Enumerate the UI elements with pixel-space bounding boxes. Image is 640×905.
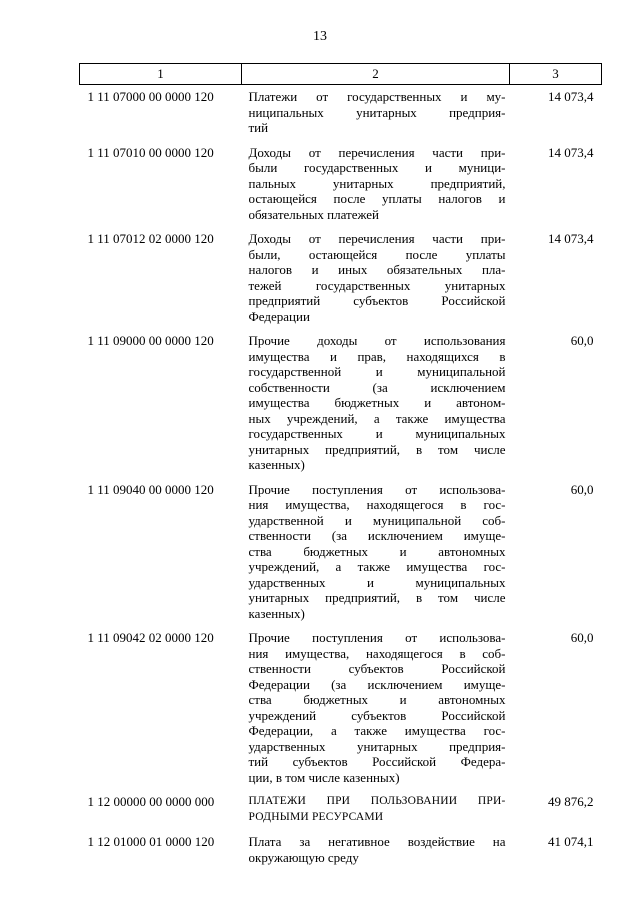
revenue-name-line: были, остающейся после уплаты xyxy=(248,246,506,262)
revenue-name-line: казенных) xyxy=(248,457,305,472)
revenue-name-line: Федерации xyxy=(248,308,310,324)
amount-cell: 14 073,4 xyxy=(548,89,594,104)
revenue-table xyxy=(79,63,602,874)
revenue-name-line: ции, в том числе казенных) xyxy=(248,769,400,785)
revenue-name-line: унитарных предприятий, в том числе xyxy=(248,441,506,457)
revenue-name-line: учреждений субъектов Российской xyxy=(248,707,506,723)
revenue-name-line: ПЛАТЕЖИ ПРИ ПОЛЬЗОВАНИИ ПРИ- xyxy=(248,795,506,807)
revenue-name-line: РОДНЫМИ РЕСУРСАМИ xyxy=(248,810,384,823)
revenue-name-line: остающейся после уплаты налогов и xyxy=(248,191,506,206)
revenue-name-line: ства бюджетных и автономных xyxy=(248,692,506,707)
revenue-name-line: унитарных предприятий, в том числе xyxy=(248,590,506,605)
revenue-name-line: собственности (за исключением xyxy=(248,379,506,395)
revenue-name-line: Прочие поступления от использова- xyxy=(248,481,506,497)
revenue-name-cell xyxy=(242,231,510,333)
page-number: 13 xyxy=(313,29,327,44)
column-header-amount: 3 xyxy=(510,64,602,85)
column-header-code: 1 xyxy=(80,64,242,85)
budget-code-cell: 1 12 01000 01 0000 120 xyxy=(87,834,215,849)
revenue-name-line: ственности субъектов Российской xyxy=(248,661,506,676)
revenue-name-line: окружающую среду xyxy=(248,849,359,865)
table-body xyxy=(80,85,602,875)
revenue-name-line: учреждений, а также имущества гос- xyxy=(248,559,506,574)
revenue-name-cell xyxy=(242,482,510,631)
table-row xyxy=(80,333,602,482)
revenue-name-line: имущества и прав, находящихся в xyxy=(248,348,506,364)
revenue-name-line: Федерации (за исключением имуще- xyxy=(248,676,506,692)
revenue-name-line: ния имущества, находящегося в гос- xyxy=(248,497,506,512)
amount-cell: 60,0 xyxy=(570,630,594,645)
budget-code-cell: 1 11 09042 02 0000 120 xyxy=(87,630,214,645)
revenue-name-line: ния имущества, находящегося в соб- xyxy=(248,645,506,661)
revenue-name-cell xyxy=(242,333,510,482)
table-row xyxy=(80,834,602,874)
budget-code-cell: 1 11 07010 00 0000 120 xyxy=(87,144,214,160)
revenue-name-cell xyxy=(242,630,510,794)
revenue-name-line: государственной и муниципальной xyxy=(248,364,506,379)
revenue-name-line: ниципальных унитарных предприя- xyxy=(248,104,506,120)
table-row xyxy=(80,482,602,631)
amount-cell: 60,0 xyxy=(570,481,594,497)
revenue-name-cell xyxy=(242,145,510,232)
budget-code-cell: 1 11 07012 02 0000 120 xyxy=(87,231,214,246)
revenue-name-line: тий xyxy=(248,120,269,135)
revenue-name-line: налогов и иных обязательных пла- xyxy=(248,262,506,277)
revenue-name-line: тежей государственных унитарных xyxy=(248,277,506,293)
table-header-row xyxy=(80,64,602,85)
budget-code-cell: 1 11 09000 00 0000 120 xyxy=(87,333,214,348)
revenue-name-cell xyxy=(242,794,510,834)
revenue-name-line: ства бюджетных и автономных xyxy=(248,543,506,559)
revenue-name-line: ных учреждений, а также имущества xyxy=(248,410,506,426)
revenue-name-line: ударственных и муниципальных xyxy=(248,574,506,590)
revenue-name-line: ударственной и муниципальной соб- xyxy=(248,512,506,528)
revenue-name-line: ственности (за исключением имуще- xyxy=(248,528,506,543)
revenue-name-line: Федерации, а также имущества гос- xyxy=(248,723,506,738)
revenue-name-line: ударственных унитарных предприя- xyxy=(248,738,506,754)
amount-cell: 60,0 xyxy=(570,333,594,348)
amount-cell: 14 073,4 xyxy=(548,144,594,160)
table-row xyxy=(80,85,602,145)
revenue-name-line: тий субъектов Российской Федера- xyxy=(248,754,506,769)
budget-code-cell: 1 11 07000 00 0000 120 xyxy=(87,89,214,104)
revenue-name-line: предприятий субъектов Российской xyxy=(248,293,506,308)
revenue-name-line: казенных) xyxy=(248,605,305,621)
revenue-name-line: пальных унитарных предприятий, xyxy=(248,175,506,191)
budget-code-cell: 1 11 09040 00 0000 120 xyxy=(87,481,214,497)
revenue-name-line: имущества бюджетных и автоном- xyxy=(248,395,506,410)
budget-code-cell: 1 12 00000 00 0000 000 xyxy=(87,794,215,809)
revenue-name-line: Платежи от государственных и му- xyxy=(248,89,506,104)
revenue-name-line: Прочие доходы от использования xyxy=(248,333,506,348)
revenue-name-line: Доходы от перечисления части при- xyxy=(248,144,506,160)
table-row xyxy=(80,145,602,232)
revenue-name-cell xyxy=(242,85,510,145)
revenue-name-line: Прочие поступления от использова- xyxy=(248,630,506,645)
amount-cell: 49 876,2 xyxy=(548,794,594,809)
revenue-name-line: Плата за негативное воздействие на xyxy=(248,834,506,849)
revenue-name-line: были государственных и муници- xyxy=(248,160,506,175)
revenue-name-line: государственных и муниципальных xyxy=(248,426,506,441)
table-row xyxy=(80,630,602,794)
amount-cell: 14 073,4 xyxy=(548,231,594,246)
revenue-name-line: Доходы от перечисления части при- xyxy=(248,231,506,246)
table-row xyxy=(80,231,602,333)
revenue-name-cell xyxy=(242,834,510,874)
table-row xyxy=(80,794,602,834)
column-header-name: 2 xyxy=(242,64,510,85)
revenue-name-line: обязательных платежей xyxy=(248,206,380,222)
amount-cell: 41 074,1 xyxy=(548,834,594,849)
